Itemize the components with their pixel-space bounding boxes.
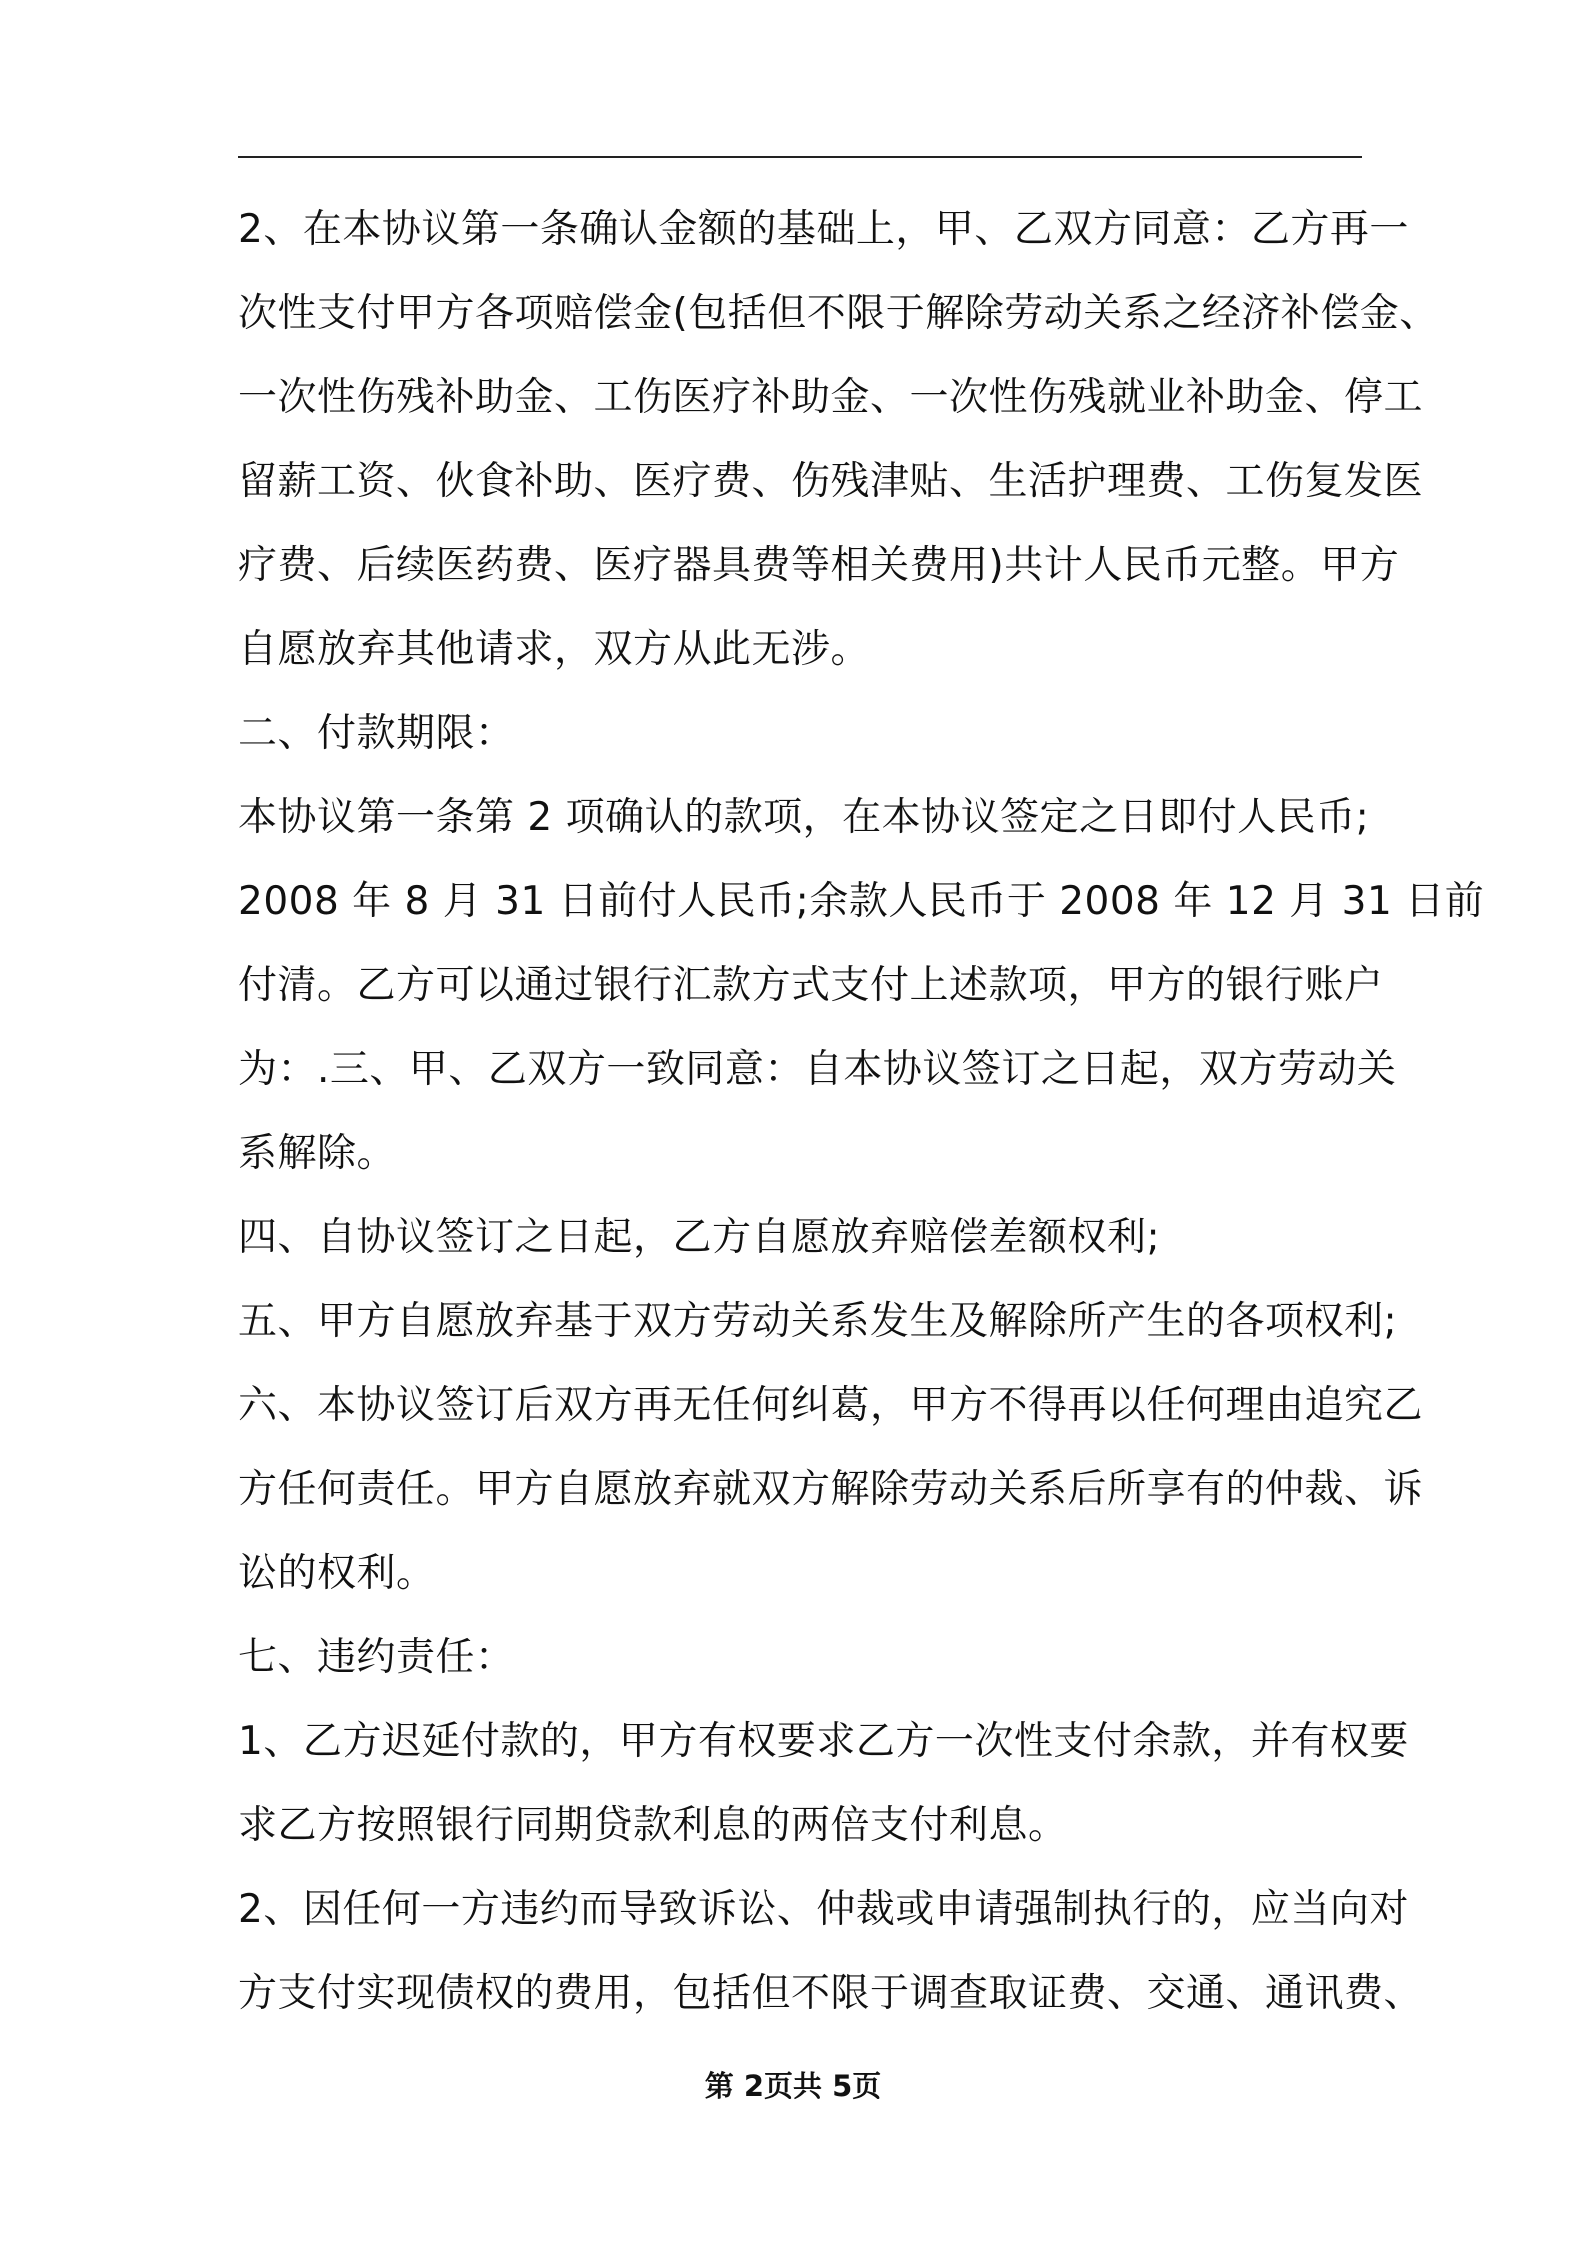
text-line: 方任何责任。甲方自愿放弃就双方解除劳动关系后所享有的仲裁、诉 [238,1467,1424,1512]
section-heading: 二、付款期限： [238,711,515,756]
header-rule [238,156,1362,158]
text-line: 一次性伤残补助金、工伤医疗补助金、一次性伤残就业补助金、停工 [238,375,1424,420]
text-line: 六、本协议签订后双方再无任何纠葛，甲方不得再以任何理由追究乙 [238,1383,1424,1428]
text-line: 2、在本协议第一条确认金额的基础上，甲、乙双方同意：乙方再一 [238,207,1409,252]
text-line: 系解除。 [238,1131,397,1176]
text-line: 讼的权利。 [238,1551,436,1596]
text-line: 次性支付甲方各项赔偿金(包括但不限于解除劳动关系之经济补偿金、 [238,291,1439,336]
text-line: 2008 年 8 月 31 日前付人民币;余款人民币于 2008 年 12 月 31 日前 [238,879,1485,924]
text-line: 本协议第一条第 2 项确认的款项，在本协议签定之日即付人民币; [238,795,1370,840]
text-line: 四、自协议签订之日起，乙方自愿放弃赔偿差额权利; [238,1215,1161,1260]
text-line: 留薪工资、伙食补助、医疗费、伤残津贴、生活护理费、工伤复发医 [238,459,1424,504]
section-heading: 七、违约责任： [238,1635,515,1680]
text-line: 2、因任何一方违约而导致诉讼、仲裁或申请强制执行的，应当向对 [238,1887,1409,1932]
text-line: 疗费、后续医药费、医疗器具费等相关费用)共计人民币元整。甲方 [238,543,1400,588]
text-line: 付清。乙方可以通过银行汇款方式支付上述款项，甲方的银行账户 [238,963,1384,1008]
text-line: 自愿放弃其他请求，双方从此无涉。 [238,627,871,672]
text-line: 为：.三、甲、乙双方一致同意：自本协议签订之日起，双方劳动关 [238,1047,1397,1092]
document-body [238,188,1485,2036]
text-line: 求乙方按照银行同期贷款利息的两倍支付利息。 [238,1803,1068,1848]
page-number: 第 2页共 5页 [704,2069,882,2103]
text-line: 方支付实现债权的费用，包括但不限于调查取证费、交通、通讯费、 [238,1971,1424,2016]
text-line: 1、乙方迟延付款的，甲方有权要求乙方一次性支付余款，并有权要 [238,1719,1409,1764]
text-line: 五、甲方自愿放弃基于双方劳动关系发生及解除所产生的各项权利; [238,1299,1398,1344]
